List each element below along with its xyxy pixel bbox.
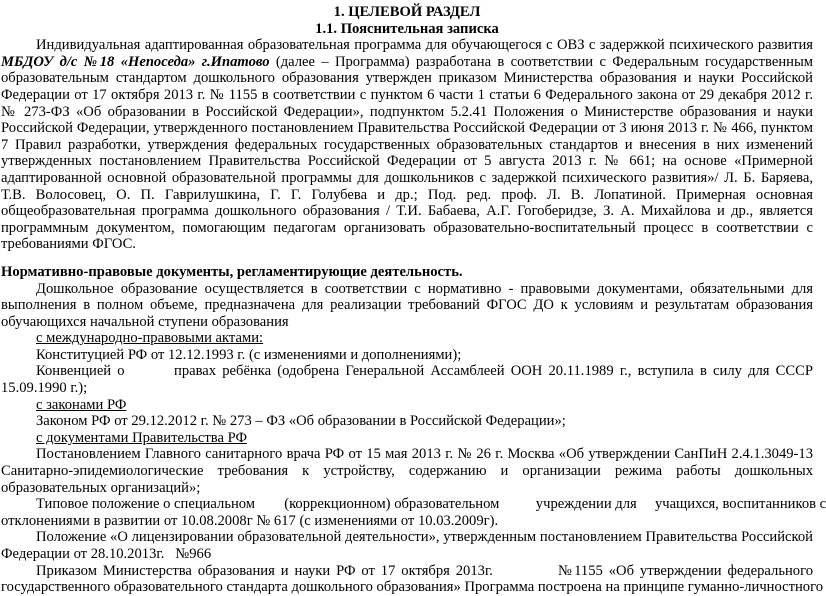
intro-text-after: (далее – Программа) разработана в соответствии с Федеральным государственным образовательным стандартом дошкольного образования утвержден приказом Министерства образования и науки Российской Федерации от 17 октября 2013 г. № 1155 в соответствии с пунктом 6 части 1 статьи 6 Федерального закона от 29 декабря 2012 г. № 273-ФЗ «Об образовании в Российской Федерации», подпунктом 5.2.41 Положения о Министерстве образования и науки Российской Федерации, утвержденного постановлением Правительства Российской Федерации от 3 июня 2013 г. № 466, пунктом 7 Правил разработки, утверждения федеральных государственных образовательных стандартов и внесения в них изменений утвержденных постановлением Правительства Российской Федерации от 5 августа 2013 г. № 661; на основе «Примерной адаптированной основной образовательной программы для дошкольников с задержкой психического развития»/ Л. Б. Баряева, Т.В. Волосовец, О. П. Гаврилушкина, Г. Г. Голубева и др.; Под. ред. проф. Л. В. Лопатиной. Примерная основная общеобразовательная программа дошкольного образования / Т.И. Бабаева, А.Г. Гогоберидзе, З. А. Михайлова и др., является программным документом, помогающим педагогам организовать образовательно-воспитательный процесс в соответствии с требованиями ФГОС. (1, 53, 813, 253)
intro-paragraph (1, 37, 813, 253)
constitution-item: Конституцией РФ от 12.12.1993 г. (с изменениями и дополнениями); (36, 346, 462, 363)
order-line-1: Приказом Министерства образования и науки РФ от 17 октября 2013г. №1155 «Об утверждении федерального (36, 562, 813, 579)
licensing-item: Положение «О лицензировании образовательной деятельности», утвержденным постановлением Правительства Российской Федерации от 28.10.2013г. №966 (1, 529, 817, 562)
laws-heading (1, 397, 813, 414)
convention-item (1, 363, 813, 396)
intl-acts-heading-text: с международно-правовыми актами: (36, 330, 264, 347)
normative-intro: Дошкольное образование осуществляется в соответствии с нормативно - правовыми документами, обязательными для выполнения в полном объеме, предназначена для реализации требований ФГОС ДО к условиям и результатам образования обучающихся начальной ступени образования (1, 280, 813, 330)
spacer (1, 253, 813, 264)
intro-text-before: Индивидуальная адаптированная образовательная программа для обучающегося с ОВЗ с задержкой психического развития (36, 37, 813, 54)
convention-line-1: Конвенцией о правах ребёнка (одобрена Генеральной Ассамблеей ООН 20.11.1989 г., вступила в силу для СССР (36, 363, 813, 380)
typical-line-1: Типовое положение о специальном (коррекционном) образовательном учреждении для учащихся, воспитанников с (36, 496, 826, 513)
gov-docs-heading-text: с документами Правительства РФ (36, 429, 247, 446)
convention-line-2: 15.09.1990 г.); (1, 380, 88, 397)
subsection-heading: 1.1. Пояснительная записка (315, 20, 499, 37)
normative-title: Нормативно-правовые документы, регламентирующие деятельность. (1, 263, 463, 280)
gov-docs-heading (1, 430, 813, 447)
order-item (1, 562, 824, 596)
organization-name: МБДОУ д/с №18 «Непоседа» г.Ипатово (1, 53, 270, 70)
law-273-item: Законом РФ от 29.12.2012 г. № 273 – ФЗ «Об образовании в Российской Федерации»; (36, 413, 566, 430)
typical-regulation-item (1, 496, 826, 529)
intl-acts-heading (1, 330, 813, 347)
document-page (1, 4, 826, 596)
sanpin-item: Постановлением Главного санитарного врача РФ от 15 мая 2013 г. № 26 г. Москва «Об утверждении СанПиН 2.4.1.3049-13 Санитарно-эпидемиологические требования к устройству, содержанию и организации режима работы дошкольных образовательных организаций»; (1, 446, 813, 496)
laws-heading-text: с законами РФ (36, 396, 127, 413)
order-line-2: государственного образовательного стандарта дошкольного образования» Программа построена на принципе гуманно-личностного (1, 579, 824, 596)
section-heading: 1. ЦЕЛЕВОЙ РАЗДЕЛ (333, 4, 481, 20)
typical-line-2: отклонениями в развитии от 10.08.2008г № 617 (с изменениями от 10.03.2009г). (1, 512, 499, 529)
